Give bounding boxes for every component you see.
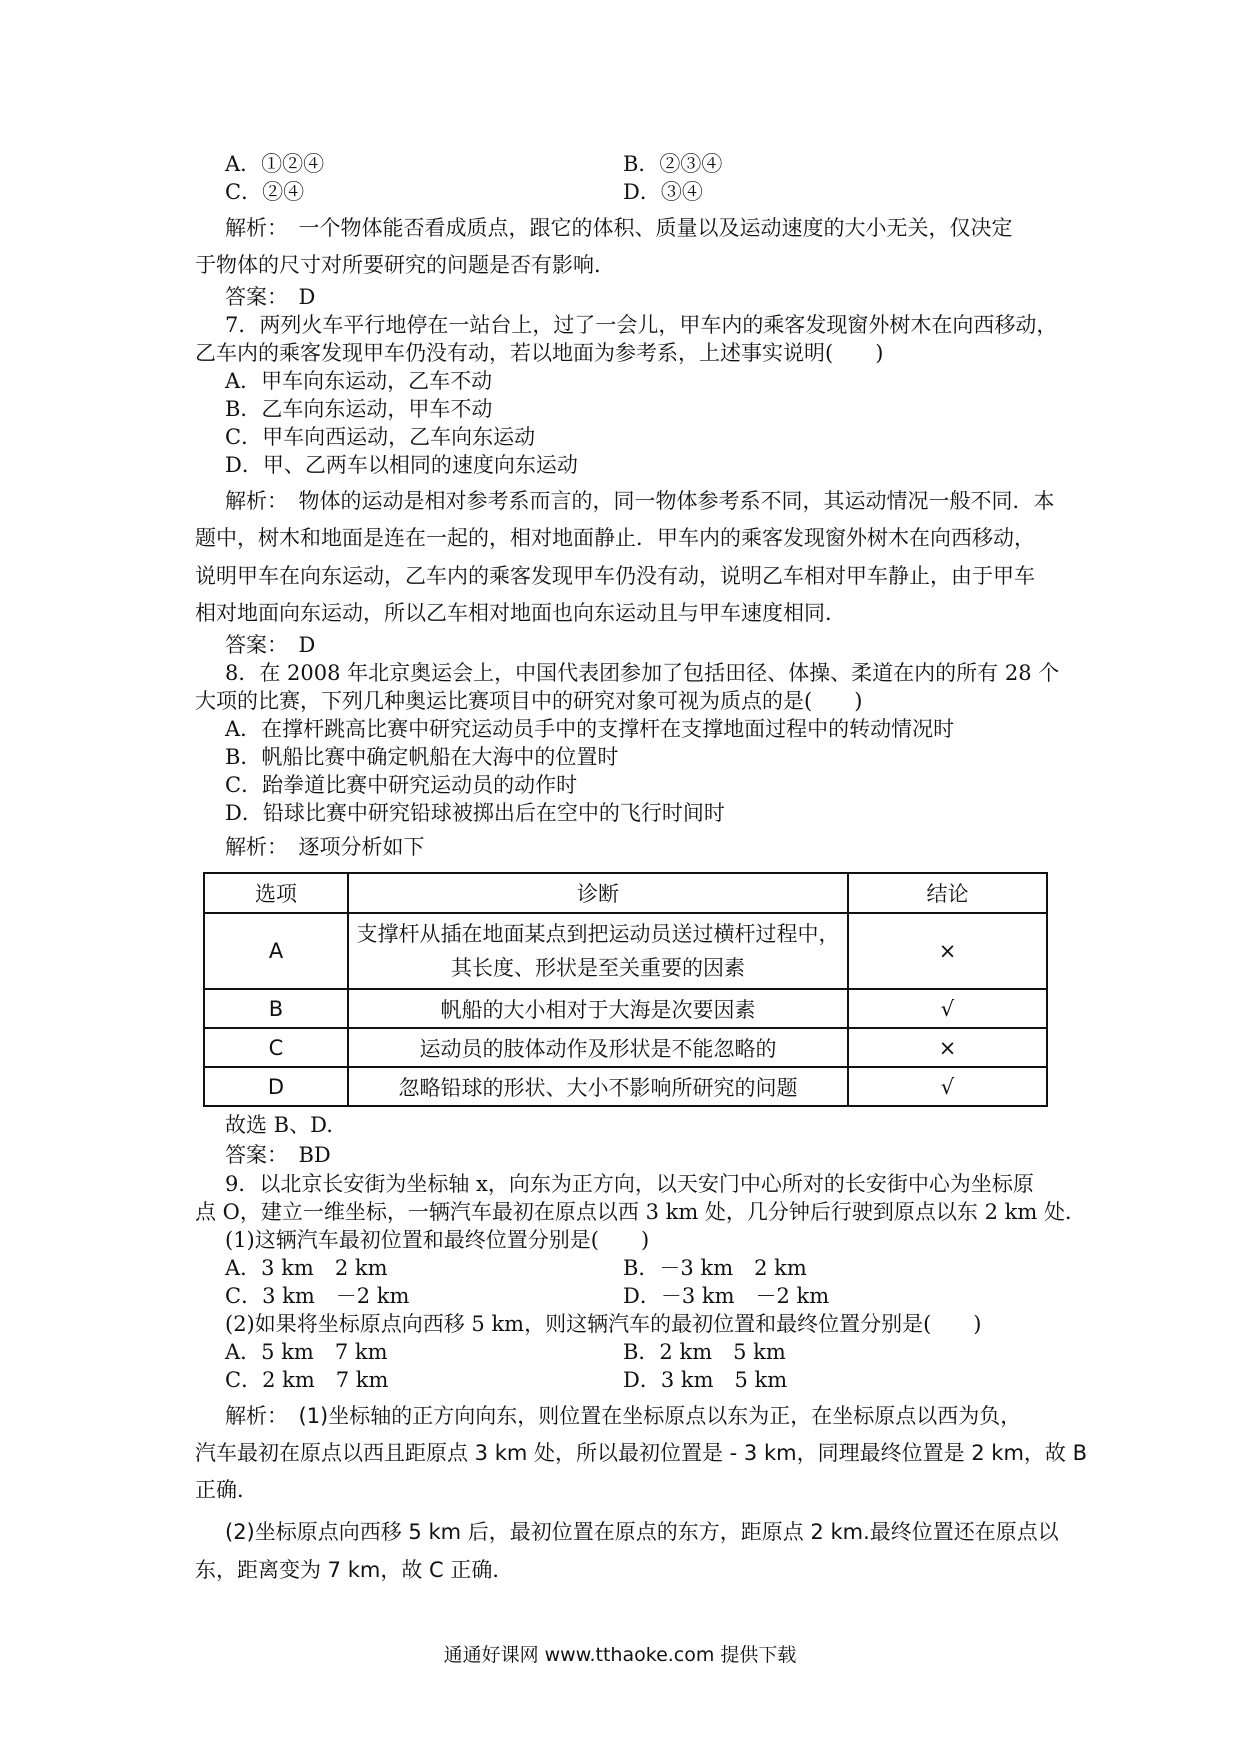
q9-analysis2-line1: (2)坐标原点向西移 5 km 后，最初位置在原点的东方，距原点 2 km.最终位置还在原点以: [225, 1520, 1059, 1544]
q9-analysis2-line2: 东，距离变为 7 km，故 C 正确．: [195, 1558, 514, 1582]
q7-analysis-line1: 解析： 物体的运动是相对参考系而言的，同一物体参考系不同，其运动情况一般不同．本: [225, 489, 1055, 513]
q9-sub2-option-d: D．3 km 5 km: [623, 1368, 788, 1392]
q8-conclusion: 故选 B、D.: [225, 1113, 333, 1137]
table-row: [204, 1067, 1047, 1106]
q9-sub2: (2)如果将坐标原点向西移 5 km，则这辆汽车的最初位置和最终位置分别是( ): [225, 1312, 982, 1336]
page-footer: 通通好课网 www.tthaoke.com 提供下载: [443, 1644, 797, 1666]
table-cell-diagnosis: 帆船的大小相对于大海是次要因素: [348, 989, 848, 1028]
table-header-diagnosis: 诊断: [348, 873, 848, 913]
table-row: [204, 913, 1047, 989]
table-header-option: 选项: [204, 873, 348, 913]
table-cell-verdict: ×: [848, 913, 1047, 989]
table-cell-diagnosis: 忽略铅球的形状、大小不影响所研究的问题: [348, 1067, 848, 1106]
q6-analysis-line2: 于物体的尺寸对所要研究的问题是否有影响．: [195, 253, 615, 277]
q7-answer: 答案： D: [225, 633, 316, 657]
q9-sub1-option-c: C．3 km －2 km: [225, 1284, 410, 1308]
q7-option-d: D．甲、乙两车以相同的速度向东运动: [225, 453, 578, 477]
table-cell-option: D: [204, 1067, 348, 1106]
q9-sub2-option-b: B．2 km 5 km: [623, 1340, 786, 1364]
q7-option-c: C．甲车向西运动，乙车向东运动: [225, 425, 536, 449]
q7-analysis-line4: 相对地面向东运动，所以乙车相对地面也向东运动且与甲车速度相同．: [195, 601, 846, 625]
table-cell-diagnosis: 运动员的肢体动作及形状是不能忽略的: [348, 1028, 848, 1067]
q6-option-a: A．①②④: [225, 152, 325, 176]
q9-sub2-option-c: C．2 km 7 km: [225, 1368, 389, 1392]
q8-option-b: B．帆船比赛中确定帆船在大海中的位置时: [225, 745, 619, 769]
table-cell-verdict: √: [848, 1067, 1047, 1106]
q8-answer: 答案： BD: [225, 1143, 331, 1167]
q9-sub1-option-d: D．－3 km －2 km: [623, 1284, 830, 1308]
q6-option-d: D．③④: [623, 180, 703, 204]
table-cell-diagnosis: [348, 913, 848, 989]
table-row: [204, 1028, 1047, 1067]
table-header-conclusion: 结论: [848, 873, 1047, 913]
q6-analysis-line1: 解析： 一个物体能否看成质点，跟它的体积、质量以及运动速度的大小无关，仅决定: [225, 216, 1013, 240]
q9-analysis1-line2: 汽车最初在原点以西且距原点 3 km 处，所以最初位置是 - 3 km，同理最终位置是 2 km，故 B: [195, 1441, 1087, 1465]
table-cell-diagnosis-line2: 其长度、形状是至关重要的因素: [451, 956, 745, 980]
q9-sub1-option-a: A．3 km 2 km: [225, 1256, 388, 1280]
q6-answer: 答案： D: [225, 285, 316, 309]
q7-stem-line2: 乙车内的乘客发现甲车仍没有动，若以地面为参考系，上述事实说明( ): [195, 341, 884, 365]
q7-analysis-line3: 说明甲车在向东运动，乙车内的乘客发现甲车仍没有动，说明乙车相对甲车静止，由于甲车: [195, 564, 1035, 588]
table-cell-option: A: [204, 913, 348, 989]
q7-option-b: B．乙车向东运动，甲车不动: [225, 397, 493, 421]
table-header-row: [204, 873, 1047, 913]
q8-stem-line2: 大项的比赛，下列几种奥运比赛项目中的研究对象可视为质点的是( ): [195, 689, 863, 713]
q8-stem-line1: 8．在 2008 年北京奥运会上，中国代表团参加了包括田径、体操、柔道在内的所有 28 个: [225, 661, 1060, 685]
q9-stem-line1: 9．以北京长安街为坐标轴 x，向东为正方向，以天安门中心所对的长安街中心为坐标原: [225, 1172, 1034, 1196]
q7-option-a: A．甲车向东运动，乙车不动: [225, 369, 493, 393]
q9-analysis1-line3: 正确．: [195, 1478, 258, 1502]
table-cell-diagnosis-line1: 支撑杆从插在地面某点到把运动员送过横杆过程中，: [356, 922, 840, 946]
q6-option-c: C．②④: [225, 180, 305, 204]
table-cell-option: B: [204, 989, 348, 1028]
q8-analysis-intro: 解析： 逐项分析如下: [225, 835, 425, 859]
analysis-table: [203, 872, 1048, 1107]
q8-option-a: A．在撑杆跳高比赛中研究运动员手中的支撑杆在支撑地面过程中的转动情况时: [225, 717, 955, 741]
table-row: [204, 989, 1047, 1028]
q8-option-d: D．铅球比赛中研究铅球被掷出后在空中的飞行时间时: [225, 801, 725, 825]
q9-stem-line2: 点 O，建立一维坐标，一辆汽车最初在原点以西 3 km 处，几分钟后行驶到原点以东 2 km 处．: [195, 1200, 1086, 1224]
q6-option-b: B．②③④: [623, 152, 723, 176]
table-cell-verdict: √: [848, 989, 1047, 1028]
q9-analysis1-line1: 解析： (1)坐标轴的正方向向东，则位置在坐标原点以东为正，在坐标原点以西为负，: [225, 1404, 1022, 1428]
q8-option-c: C．跆拳道比赛中研究运动员的动作时: [225, 773, 578, 797]
q7-stem-line1: 7．两列火车平行地停在一站台上，过了一会儿，甲车内的乘客发现窗外树木在向西移动，: [225, 313, 1058, 337]
q7-analysis-line2: 题中，树木和地面是连在一起的，相对地面静止．甲车内的乘客发现窗外树木在向西移动，: [195, 526, 1035, 550]
q9-sub2-option-a: A．5 km 7 km: [225, 1340, 388, 1364]
table-cell-option: C: [204, 1028, 348, 1067]
table-cell-verdict: ×: [848, 1028, 1047, 1067]
q9-sub1-option-b: B．－3 km 2 km: [623, 1256, 807, 1280]
q9-sub1: (1)这辆汽车最初位置和最终位置分别是( ): [225, 1228, 650, 1252]
